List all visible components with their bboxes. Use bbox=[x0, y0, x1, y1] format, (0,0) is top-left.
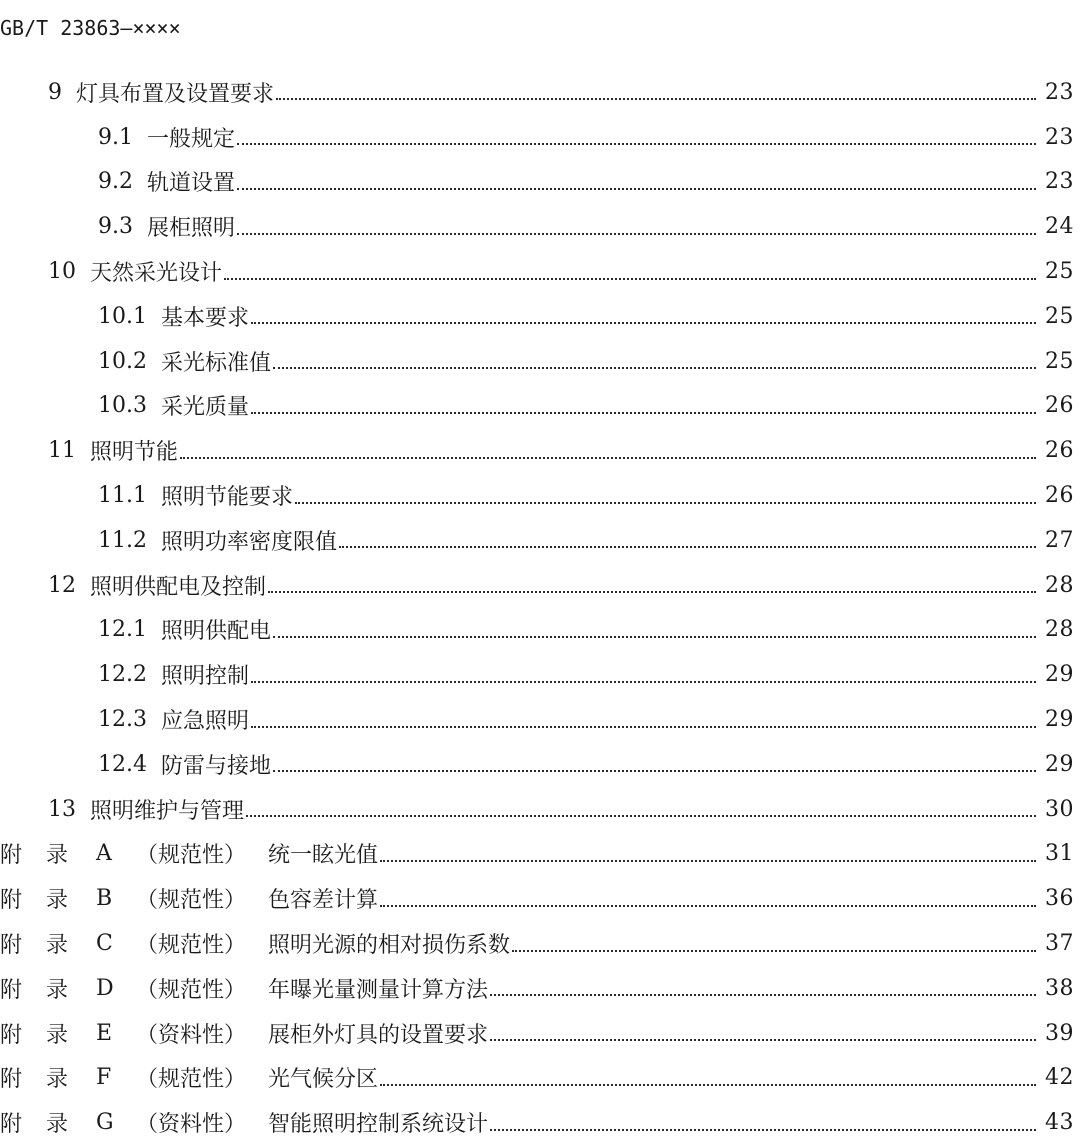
dot-leader bbox=[295, 502, 1036, 504]
toc-entry-page: 29 bbox=[1045, 707, 1074, 733]
appendix-word-lu: 录 bbox=[46, 933, 69, 959]
toc-entry[interactable] bbox=[0, 70, 1080, 115]
toc-entry[interactable] bbox=[0, 787, 1080, 832]
table-of-contents bbox=[0, 70, 1080, 1145]
dot-leader bbox=[251, 681, 1036, 683]
appendix-letter: E bbox=[96, 1020, 113, 1046]
toc-appendix-entry[interactable] bbox=[0, 921, 1080, 966]
appendix-kind: （规范性） bbox=[136, 888, 247, 914]
toc-entry-page: 26 bbox=[1045, 393, 1074, 419]
appendix-word-lu: 录 bbox=[46, 977, 69, 1003]
toc-entry-page: 37 bbox=[1045, 931, 1074, 957]
appendix-kind: （规范性） bbox=[136, 843, 247, 869]
toc-entry-title: 照明节能 bbox=[90, 440, 179, 466]
toc-appendix-entry[interactable] bbox=[0, 876, 1080, 921]
toc-entry-title: 展柜照明 bbox=[147, 216, 236, 242]
toc-entry[interactable] bbox=[0, 473, 1080, 518]
dot-leader bbox=[490, 1129, 1036, 1131]
dot-leader bbox=[380, 1084, 1036, 1086]
toc-entry[interactable] bbox=[0, 652, 1080, 697]
toc-entry-number: 10 bbox=[48, 259, 76, 285]
dot-leader bbox=[237, 143, 1036, 145]
toc-entry-page: 24 bbox=[1045, 214, 1074, 240]
appendix-title: 统一眩光值 bbox=[268, 843, 379, 869]
toc-entry-number: 11 bbox=[48, 438, 76, 464]
toc-entry-title: 照明维护与管理 bbox=[90, 798, 245, 824]
dot-leader bbox=[251, 726, 1036, 728]
dot-leader bbox=[273, 636, 1036, 638]
dot-leader bbox=[237, 233, 1036, 235]
toc-entry-title: 防雷与接地 bbox=[160, 753, 271, 779]
toc-entry-number: 9.3 bbox=[98, 214, 133, 240]
appendix-word-fu: 附 bbox=[0, 933, 23, 959]
toc-entry-title: 采光标准值 bbox=[160, 350, 271, 376]
dot-leader bbox=[380, 905, 1036, 907]
appendix-kind: （资料性） bbox=[136, 1022, 247, 1048]
toc-entry-number: 13 bbox=[48, 796, 76, 822]
toc-entry-page: 27 bbox=[1045, 527, 1074, 553]
toc-entry[interactable] bbox=[0, 428, 1080, 473]
toc-entry-page: 30 bbox=[1045, 796, 1074, 822]
toc-entry-number: 11.1 bbox=[98, 483, 147, 509]
toc-entry-page: 26 bbox=[1045, 483, 1074, 509]
dot-leader bbox=[276, 98, 1036, 100]
appendix-letter: F bbox=[96, 1065, 112, 1091]
appendix-word-fu: 附 bbox=[0, 977, 23, 1003]
dot-leader bbox=[490, 1039, 1036, 1041]
dot-leader bbox=[268, 591, 1036, 593]
toc-entry-title: 照明供配电及控制 bbox=[90, 574, 267, 600]
dot-leader bbox=[273, 367, 1036, 369]
toc-entry-page: 23 bbox=[1045, 169, 1074, 195]
toc-entry-page: 42 bbox=[1045, 1065, 1074, 1091]
appendix-word-lu: 录 bbox=[46, 1022, 69, 1048]
toc-entry[interactable] bbox=[0, 160, 1080, 205]
appendix-word-fu: 附 bbox=[0, 1022, 23, 1048]
toc-entry-title: 照明功率密度限值 bbox=[160, 529, 337, 555]
toc-entry-title: 一般规定 bbox=[147, 126, 236, 152]
toc-entry[interactable] bbox=[0, 204, 1080, 249]
appendix-letter: G bbox=[96, 1110, 114, 1136]
toc-entry-page: 28 bbox=[1045, 572, 1074, 598]
toc-entry-title: 照明控制 bbox=[160, 664, 249, 690]
toc-appendix-entry[interactable] bbox=[0, 1056, 1080, 1101]
toc-entry-page: 23 bbox=[1045, 124, 1074, 150]
appendix-word-lu: 录 bbox=[46, 843, 69, 869]
appendix-letter: A bbox=[96, 841, 112, 867]
toc-entry-number: 12.1 bbox=[98, 617, 147, 643]
toc-entry-number: 12.3 bbox=[98, 707, 147, 733]
appendix-letter: D bbox=[96, 975, 114, 1001]
toc-entry[interactable] bbox=[0, 742, 1080, 787]
toc-entry[interactable] bbox=[0, 115, 1080, 160]
toc-entry[interactable] bbox=[0, 294, 1080, 339]
appendix-word-lu: 录 bbox=[46, 888, 69, 914]
toc-entry-page: 29 bbox=[1045, 662, 1074, 688]
toc-entry[interactable] bbox=[0, 518, 1080, 563]
toc-entry-page: 25 bbox=[1045, 348, 1074, 374]
appendix-title: 照明光源的相对损伤系数 bbox=[268, 933, 511, 959]
appendix-letter: C bbox=[96, 931, 113, 957]
toc-entry-title: 轨道设置 bbox=[147, 171, 236, 197]
toc-appendix-entry[interactable] bbox=[0, 1100, 1080, 1145]
toc-entry-number: 11.2 bbox=[98, 527, 147, 553]
toc-entry[interactable] bbox=[0, 563, 1080, 608]
appendix-title: 展柜外灯具的设置要求 bbox=[268, 1022, 489, 1048]
toc-entry-page: 26 bbox=[1045, 438, 1074, 464]
appendix-title: 年曝光量测量计算方法 bbox=[268, 977, 489, 1003]
toc-entry-page: 25 bbox=[1045, 259, 1074, 285]
toc-entry[interactable] bbox=[0, 608, 1080, 653]
toc-entry-number: 10.3 bbox=[98, 393, 147, 419]
dot-leader bbox=[380, 860, 1036, 862]
toc-entry-title: 应急照明 bbox=[160, 709, 249, 735]
toc-entry-title: 天然采光设计 bbox=[90, 261, 223, 287]
toc-entry-page: 23 bbox=[1045, 79, 1074, 105]
toc-appendix-entry[interactable] bbox=[0, 1011, 1080, 1056]
appendix-word-lu: 录 bbox=[46, 1067, 69, 1093]
dot-leader bbox=[246, 815, 1036, 817]
appendix-word-fu: 附 bbox=[0, 843, 23, 869]
toc-entry-page: 25 bbox=[1045, 303, 1074, 329]
dot-leader bbox=[180, 457, 1036, 459]
toc-entry-page: 38 bbox=[1045, 975, 1074, 1001]
appendix-word-lu: 录 bbox=[46, 1112, 69, 1138]
toc-entry-page: 39 bbox=[1045, 1020, 1074, 1046]
appendix-letter: B bbox=[96, 886, 113, 912]
toc-entry-number: 12.4 bbox=[98, 751, 147, 777]
document-code-header: GB/T 23863—×××× bbox=[0, 16, 181, 40]
toc-entry-title: 灯具布置及设置要求 bbox=[76, 81, 275, 107]
appendix-word-fu: 附 bbox=[0, 1067, 23, 1093]
appendix-kind: （规范性） bbox=[136, 1067, 247, 1093]
appendix-kind: （资料性） bbox=[136, 1112, 247, 1138]
toc-entry[interactable] bbox=[0, 249, 1080, 294]
toc-entry-title: 采光质量 bbox=[160, 395, 249, 421]
toc-entry-number: 10.1 bbox=[98, 303, 147, 329]
appendix-kind: （规范性） bbox=[136, 933, 247, 959]
toc-entry-title: 照明供配电 bbox=[160, 619, 271, 645]
toc-entry-title: 照明节能要求 bbox=[160, 485, 293, 511]
toc-entry[interactable] bbox=[0, 384, 1080, 429]
appendix-title: 光气候分区 bbox=[268, 1067, 379, 1093]
dot-leader bbox=[224, 278, 1036, 280]
toc-entry-number: 9 bbox=[48, 79, 62, 105]
toc-entry-number: 12 bbox=[48, 572, 76, 598]
dot-leader bbox=[490, 994, 1036, 996]
dot-leader bbox=[237, 188, 1036, 190]
toc-entry-title: 基本要求 bbox=[160, 305, 249, 331]
dot-leader bbox=[251, 322, 1036, 324]
toc-entry-number: 9.1 bbox=[98, 124, 133, 150]
appendix-kind: （规范性） bbox=[136, 977, 247, 1003]
dot-leader bbox=[512, 950, 1036, 952]
toc-appendix-entry[interactable] bbox=[0, 832, 1080, 877]
toc-entry-page: 28 bbox=[1045, 617, 1074, 643]
toc-entry-page: 29 bbox=[1045, 751, 1074, 777]
toc-entry-number: 9.2 bbox=[98, 169, 133, 195]
toc-entry-number: 12.2 bbox=[98, 662, 147, 688]
toc-entry-page: 43 bbox=[1045, 1110, 1074, 1136]
toc-entry[interactable] bbox=[0, 697, 1080, 742]
toc-entry[interactable] bbox=[0, 339, 1080, 384]
toc-entry-page: 36 bbox=[1045, 886, 1074, 912]
dot-leader bbox=[273, 770, 1036, 772]
appendix-word-fu: 附 bbox=[0, 1112, 23, 1138]
appendix-word-fu: 附 bbox=[0, 888, 23, 914]
toc-entry-number: 10.2 bbox=[98, 348, 147, 374]
appendix-title: 智能照明控制系统设计 bbox=[268, 1112, 489, 1138]
dot-leader bbox=[339, 546, 1036, 548]
toc-appendix-entry[interactable] bbox=[0, 966, 1080, 1011]
toc-entry-page: 31 bbox=[1045, 841, 1074, 867]
dot-leader bbox=[251, 412, 1036, 414]
appendix-title: 色容差计算 bbox=[268, 888, 379, 914]
